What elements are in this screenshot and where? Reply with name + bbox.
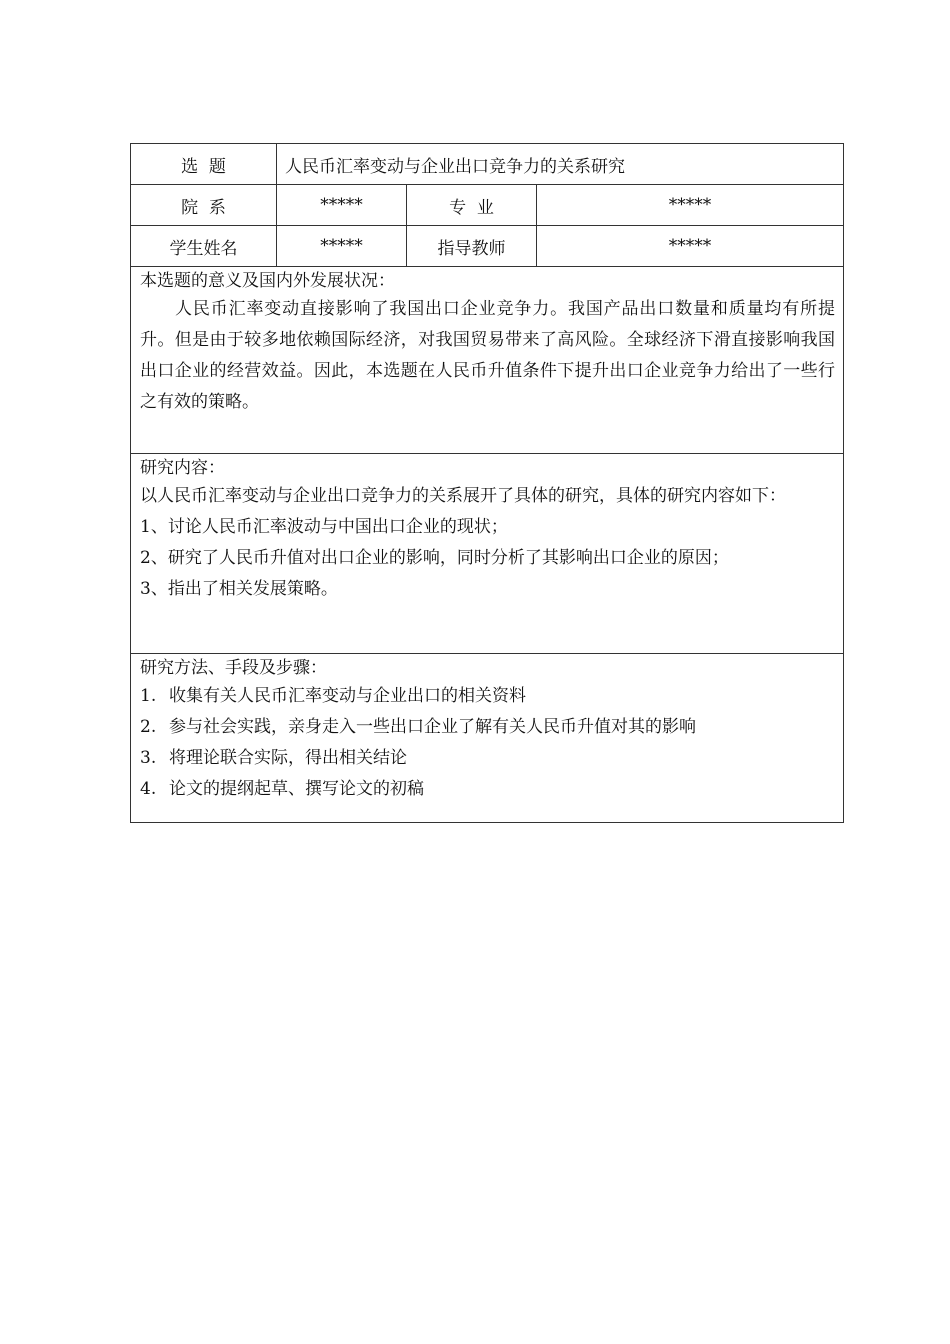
major-value: ***** — [537, 185, 844, 226]
department-label: 院 系 — [131, 185, 277, 226]
topic-label: 选 题 — [131, 144, 277, 185]
content-title: 研究内容： — [140, 458, 225, 478]
topic-value: 人民币汇率变动与企业出口竞争力的关系研究 — [277, 144, 844, 185]
method-item — [140, 681, 835, 712]
significance-section — [131, 267, 844, 454]
major-label: 专 业 — [407, 185, 537, 226]
content-row — [131, 454, 844, 654]
method-item-text: 收集有关人民币汇率变动与企业出口的相关资料 — [169, 686, 526, 706]
method-item-text: 参与社会实践，亲身走入一些出口企业了解有关人民币升值对其的影响 — [169, 717, 696, 737]
research-content-section — [131, 454, 844, 654]
method-item-text: 将理论联合实际，得出相关结论 — [169, 748, 407, 768]
significance-paragraph: 人民币汇率变动直接影响了我国出口企业竞争力。我国产品出口数量和质量均有所提升。但是由于较多地依赖国际经济，对我国贸易带来了高风险。全球经济下滑直接影响我国出口企业的经营效益。因此，本选题在人民币升值条件下提升出口企业竞争力给出了一些行之有效的策略。 — [140, 299, 836, 412]
method-item — [140, 743, 835, 774]
significance-row — [131, 267, 844, 454]
topic-row — [131, 144, 844, 185]
method-item-text: 论文的提纲起草、撰写论文的初稿 — [169, 779, 424, 799]
content-item: 2、研究了人民币升值对出口企业的影响，同时分析了其影响出口企业的原因； — [140, 548, 729, 568]
research-methods-section — [131, 654, 844, 823]
advisor-value: ***** — [537, 226, 844, 267]
student-row — [131, 226, 844, 267]
student-label: 学生姓名 — [131, 226, 277, 267]
department-value: ***** — [277, 185, 407, 226]
methods-title: 研究方法、手段及步骤： — [140, 658, 327, 678]
department-row — [131, 185, 844, 226]
proposal-form-table — [130, 143, 844, 823]
content-item: 1、讨论人民币汇率波动与中国出口企业的现状； — [140, 517, 508, 537]
significance-title: 本选题的意义及国内外发展状况： — [140, 271, 395, 291]
content-intro: 以人民币汇率变动与企业出口竞争力的关系展开了具体的研究，具体的研究内容如下： — [140, 486, 786, 506]
method-item-number: 4. — [140, 779, 157, 799]
advisor-label: 指导教师 — [407, 226, 537, 267]
method-item-number: 2. — [140, 717, 157, 737]
content-item: 3、指出了相关发展策略。 — [140, 579, 338, 599]
method-item-number: 1. — [140, 686, 157, 706]
method-item-number: 3. — [140, 748, 157, 768]
method-item — [140, 712, 835, 743]
method-item — [140, 774, 835, 805]
methods-row — [131, 654, 844, 823]
student-value: ***** — [277, 226, 407, 267]
